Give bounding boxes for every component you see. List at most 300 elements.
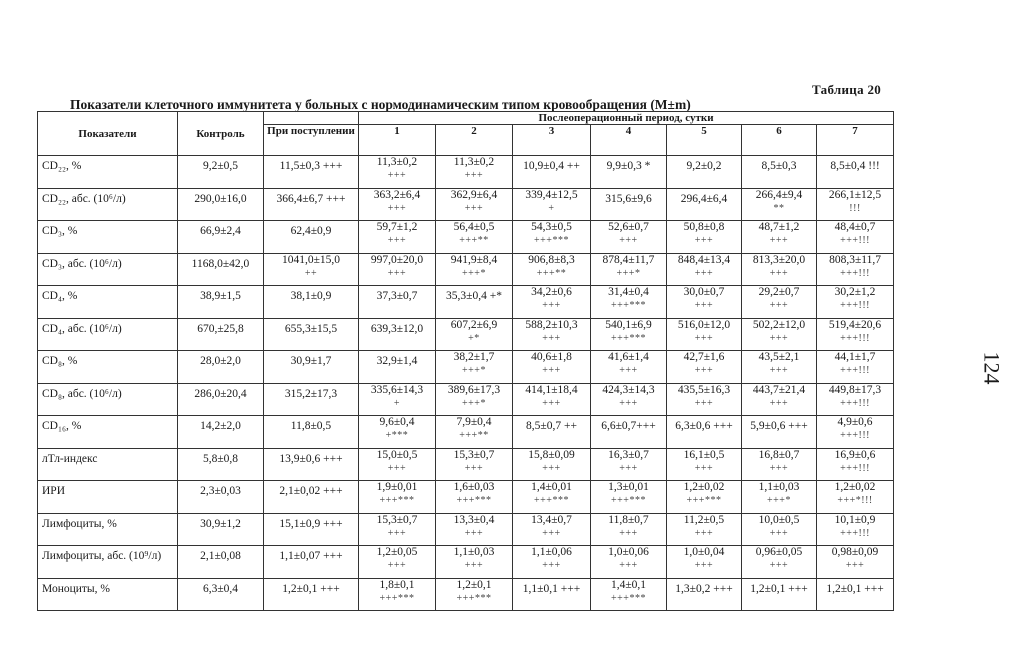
- significance-marks: !!!: [849, 202, 861, 214]
- significance-marks: +++: [769, 332, 789, 344]
- table-cell: [817, 578, 894, 611]
- cell-value: 16,1±0,5: [683, 448, 725, 461]
- table-cell: [513, 156, 591, 189]
- cell-value: 44,1±1,7: [834, 351, 876, 363]
- table-cell: [742, 578, 817, 611]
- table-cell: [817, 513, 894, 546]
- cell-value: 10,9±0,4 ++: [523, 160, 580, 172]
- cell-value: 15,3±0,7: [453, 448, 495, 461]
- header-blank: [264, 112, 359, 125]
- cell-value: 363,2±6,4: [373, 188, 421, 201]
- table-cell: [591, 513, 667, 546]
- cell-value: 7,9±0,4: [456, 416, 492, 428]
- cell-value: 9,9±0,3 *: [606, 160, 651, 172]
- cell-value: 1,1±0,03: [453, 546, 495, 558]
- header-day-1: 1: [359, 125, 436, 156]
- cell-value: 449,8±17,3: [828, 383, 882, 396]
- table-cell: [591, 546, 667, 579]
- significance-marks: **: [773, 202, 785, 214]
- header-postop-period: Послеоперационный период, сутки: [359, 112, 894, 125]
- table-cell: [591, 221, 667, 254]
- significance-marks: +++*: [767, 495, 791, 506]
- cell-value: 1041,0±15,0: [281, 253, 341, 266]
- table-cell: [264, 318, 359, 351]
- significance-marks: +++: [694, 365, 714, 376]
- table-cell: [591, 448, 667, 481]
- table-cell: [742, 546, 817, 579]
- control-value: 38,9±1,5: [178, 286, 264, 319]
- cell-value: 43,5±2,1: [758, 351, 800, 363]
- control-value: 66,9±2,4: [178, 221, 264, 254]
- cell-value: 10,1±0,9: [834, 513, 876, 526]
- significance-marks: +++: [464, 527, 484, 539]
- significance-marks: +++: [619, 397, 638, 409]
- table-cell: [359, 286, 436, 319]
- row-label: CD₈, абс. (10⁶/л): [38, 383, 178, 416]
- table-row: [38, 156, 894, 189]
- significance-marks: +++: [769, 527, 789, 539]
- cell-value: 41,6±1,4: [608, 351, 649, 363]
- control-value: 1168,0±42,0: [178, 253, 264, 286]
- cell-value: 30,0±0,7: [683, 286, 725, 298]
- table-row: [38, 481, 894, 514]
- table-cell: [264, 383, 359, 416]
- significance-marks: +++: [619, 462, 638, 474]
- cell-value: 424,3±14,3: [602, 383, 655, 396]
- cell-value: 0,96±0,05: [755, 546, 803, 558]
- significance-marks: +++: [769, 300, 789, 311]
- table-cell: [817, 221, 894, 254]
- table-cell: [513, 578, 591, 611]
- significance-marks: +++: [542, 365, 561, 376]
- significance-marks: +++***: [611, 495, 646, 506]
- table-cell: [742, 221, 817, 254]
- header-control: Контроль: [178, 112, 264, 156]
- table-row: [38, 318, 894, 351]
- significance-marks: +++: [542, 332, 561, 344]
- table-cell: [667, 253, 742, 286]
- page-number: 124: [979, 351, 1005, 385]
- row-label: ИРИ: [38, 481, 178, 514]
- table-cell: [436, 546, 513, 579]
- table-row: [38, 286, 894, 319]
- significance-marks: +++*!!!: [837, 495, 873, 506]
- cell-value: 31,4±0,4: [608, 286, 649, 298]
- significance-marks: +++**: [459, 235, 489, 246]
- significance-marks: +++: [694, 267, 714, 279]
- table-cell: [817, 481, 894, 514]
- table-cell: [817, 188, 894, 221]
- significance-marks: +++***: [611, 300, 646, 311]
- table-cell: [742, 286, 817, 319]
- header-day-3: 3: [513, 125, 591, 156]
- table-cell: [591, 416, 667, 449]
- header-day-2: 2: [436, 125, 513, 156]
- cell-value: 32,9±1,4: [376, 355, 418, 367]
- cell-value: 639,3±12,0: [370, 322, 424, 335]
- significance-marks: +++: [542, 462, 561, 474]
- table-row: [38, 546, 894, 579]
- cell-value: 1,2±0,05: [376, 546, 418, 558]
- cell-value: 11,5±0,3 +++: [279, 160, 343, 172]
- table-row: [38, 383, 894, 416]
- cell-value: 997,0±20,0: [370, 253, 424, 266]
- control-value: 5,8±0,8: [178, 448, 264, 481]
- table-cell: [667, 188, 742, 221]
- header-day-7: 7: [817, 125, 894, 156]
- table-cell: [436, 481, 513, 514]
- table-cell: [591, 318, 667, 351]
- table-cell: [359, 188, 436, 221]
- significance-marks: +++: [619, 235, 638, 246]
- control-value: 670,±25,8: [178, 318, 264, 351]
- table-cell: [264, 351, 359, 384]
- table-cell: [591, 578, 667, 611]
- significance-marks: +++: [694, 300, 714, 311]
- table-cell: [513, 416, 591, 449]
- table-cell: [591, 286, 667, 319]
- cell-value: 6,3±0,6 +++: [675, 420, 733, 432]
- significance-marks: +++!!!: [840, 332, 870, 344]
- table-cell: [817, 448, 894, 481]
- row-label: CD₈, %: [38, 351, 178, 384]
- cell-value: 6,6±0,7+++: [601, 420, 656, 432]
- significance-marks: +++: [619, 365, 638, 376]
- significance-marks: +: [548, 202, 555, 214]
- table-cell: [359, 578, 436, 611]
- row-label: CD₄, абс. (10⁶/л): [38, 318, 178, 351]
- cell-value: 50,8±0,8: [683, 221, 725, 233]
- table-cell: [742, 416, 817, 449]
- table-cell: [513, 253, 591, 286]
- cell-value: 315,6±9,6: [605, 192, 652, 205]
- cell-value: 1,6±0,03: [453, 481, 495, 493]
- table-row: [38, 351, 894, 384]
- row-label: Лимфоциты, абс. (10⁹/л): [38, 546, 178, 579]
- header-day-4: 4: [591, 125, 667, 156]
- cell-value: 15,0±0,5: [376, 448, 418, 461]
- significance-marks: +++**: [536, 267, 567, 279]
- cell-value: 56,4±0,5: [453, 221, 495, 233]
- cell-value: 48,7±1,2: [758, 221, 800, 233]
- cell-value: 8,5±0,4 !!!: [830, 160, 880, 172]
- cell-value: 339,4±12,5: [525, 188, 578, 201]
- table-cell: [359, 481, 436, 514]
- significance-marks: +++!!!: [840, 397, 870, 409]
- cell-value: 13,3±0,4: [453, 513, 495, 526]
- cell-value: 296,4±6,4: [680, 192, 728, 205]
- significance-marks: +++: [694, 527, 714, 539]
- significance-marks: +++: [464, 462, 484, 474]
- significance-marks: ++: [304, 267, 318, 279]
- cell-value: 62,4±0,9: [290, 225, 332, 237]
- cell-value: 443,7±21,4: [752, 383, 806, 396]
- cell-value: 34,2±0,6: [531, 286, 572, 298]
- row-label: CD₄, %: [38, 286, 178, 319]
- cell-value: 1,2±0,1 +++: [750, 582, 808, 595]
- significance-marks: +++!!!: [840, 267, 870, 279]
- cell-value: 366,4±6,7 +++: [276, 192, 346, 205]
- table-cell: [817, 156, 894, 189]
- significance-marks: +++: [542, 300, 561, 311]
- table-cell: [359, 513, 436, 546]
- control-value: 14,2±2,0: [178, 416, 264, 449]
- table-cell: [264, 286, 359, 319]
- row-label: CD₁₆, %: [38, 416, 178, 449]
- significance-marks: +++***: [534, 235, 569, 246]
- table-cell: [436, 253, 513, 286]
- table-cell: [359, 383, 436, 416]
- significance-marks: +++: [694, 462, 714, 474]
- table-cell: [359, 156, 436, 189]
- significance-marks: +++***: [534, 495, 569, 506]
- cell-value: 335,6±14,3: [370, 383, 424, 396]
- cell-value: 13,9±0,6 +++: [279, 452, 343, 465]
- table-cell: [742, 481, 817, 514]
- cell-value: 30,2±1,2: [834, 286, 876, 298]
- cell-value: 38,2±1,7: [453, 351, 495, 363]
- cell-value: 11,3±0,2: [376, 156, 418, 168]
- cell-value: 59,7±1,2: [376, 221, 418, 233]
- significance-marks: +++!!!: [840, 430, 870, 441]
- cell-value: 16,8±0,7: [758, 448, 800, 461]
- table-cell: [436, 318, 513, 351]
- table-cell: [591, 351, 667, 384]
- significance-marks: +++*: [616, 267, 641, 279]
- table-row: [38, 253, 894, 286]
- cell-value: 54,3±0,5: [531, 221, 572, 233]
- table-cell: [667, 578, 742, 611]
- cell-value: 266,1±12,5: [828, 188, 882, 201]
- cell-value: 16,9±0,6: [834, 448, 876, 461]
- significance-marks: +++***: [686, 495, 722, 506]
- cell-value: 30,9±1,7: [290, 355, 332, 367]
- cell-value: 37,3±0,7: [376, 290, 418, 302]
- row-label: CD₂₂, абс. (10⁶/л): [38, 188, 178, 221]
- cell-value: 266,4±9,4: [755, 188, 803, 201]
- significance-marks: +++: [464, 170, 484, 181]
- significance-marks: +++***: [379, 592, 415, 604]
- header-indicators: Показатели: [38, 112, 178, 156]
- cell-value: 1,8±0,1: [379, 578, 415, 591]
- table-cell: [359, 448, 436, 481]
- cell-value: 813,3±20,0: [752, 253, 806, 266]
- table-cell: [359, 318, 436, 351]
- table-cell: [264, 156, 359, 189]
- cell-value: 502,2±12,0: [752, 318, 806, 331]
- significance-marks: +++: [542, 397, 561, 409]
- table-cell: [436, 448, 513, 481]
- row-label: CD₂₂, %: [38, 156, 178, 189]
- table-row: [38, 578, 894, 611]
- significance-marks: +++!!!: [840, 365, 870, 376]
- cell-value: 8,5±0,7 ++: [526, 420, 577, 432]
- table-row: [38, 221, 894, 254]
- row-label: CD₃, абс. (10⁶/л): [38, 253, 178, 286]
- cell-value: 48,4±0,7: [834, 221, 876, 233]
- cell-value: 1,4±0,01: [531, 481, 572, 493]
- table-cell: [742, 318, 817, 351]
- cell-value: 1,2±0,1 +++: [282, 582, 340, 595]
- cell-value: 40,6±1,8: [531, 351, 572, 363]
- control-value: 286,0±20,4: [178, 383, 264, 416]
- table-cell: [817, 318, 894, 351]
- table-cell: [667, 383, 742, 416]
- table-cell: [513, 351, 591, 384]
- table-cell: [591, 253, 667, 286]
- control-value: 6,3±0,4: [178, 578, 264, 611]
- table-cell: [667, 448, 742, 481]
- table-cell: [264, 448, 359, 481]
- table-cell: [264, 513, 359, 546]
- cell-value: 11,3±0,2: [453, 156, 495, 168]
- cell-value: 16,3±0,7: [608, 448, 649, 461]
- table-cell: [742, 253, 817, 286]
- cell-value: 1,0±0,06: [608, 546, 649, 558]
- cell-value: 607,2±6,9: [450, 318, 498, 331]
- cell-value: 655,3±15,5: [284, 322, 338, 335]
- table-row: [38, 416, 894, 449]
- cell-value: 519,4±20,6: [828, 318, 882, 331]
- cell-value: 1,4±0,1: [610, 578, 647, 591]
- significance-marks: +++: [769, 397, 789, 409]
- table-row: [38, 513, 894, 546]
- cell-value: 11,8±0,5: [290, 420, 332, 432]
- cell-value: 11,2±0,5: [683, 513, 725, 526]
- significance-marks: +++***: [611, 332, 646, 344]
- significance-marks: +++!!!: [840, 235, 870, 246]
- significance-marks: +++: [387, 202, 407, 214]
- significance-marks: +++: [769, 235, 789, 246]
- significance-marks: +++!!!: [840, 462, 870, 474]
- table-cell: [667, 221, 742, 254]
- significance-marks: +++: [619, 527, 638, 539]
- control-value: 2,3±0,03: [178, 481, 264, 514]
- control-value: 9,2±0,5: [178, 156, 264, 189]
- significance-marks: +++: [464, 202, 484, 214]
- table-cell: [591, 188, 667, 221]
- table-cell: [264, 188, 359, 221]
- control-value: 290,0±16,0: [178, 188, 264, 221]
- significance-marks: +++: [694, 332, 714, 344]
- cell-value: 414,1±18,4: [525, 383, 578, 396]
- table-cell: [359, 416, 436, 449]
- significance-marks: +++*: [462, 365, 486, 376]
- table-cell: [817, 546, 894, 579]
- cell-value: 1,3±0,2 +++: [675, 582, 733, 595]
- cell-value: 1,3±0,01: [608, 481, 649, 493]
- cell-value: 42,7±1,6: [683, 351, 725, 363]
- cell-value: 808,3±11,7: [829, 253, 881, 266]
- cell-value: 941,9±8,4: [450, 253, 498, 266]
- table-cell: [436, 351, 513, 384]
- significance-marks: +++*: [462, 267, 486, 279]
- significance-marks: +++: [387, 560, 407, 571]
- table-cell: [513, 513, 591, 546]
- cell-value: 1,1±0,07 +++: [279, 550, 343, 562]
- cell-value: 38,1±0,9: [290, 290, 332, 302]
- table-cell: [817, 253, 894, 286]
- significance-marks: +++*: [462, 397, 486, 409]
- significance-marks: +++: [464, 560, 484, 571]
- table-cell: [742, 351, 817, 384]
- table-cell: [817, 416, 894, 449]
- table-cell: [667, 351, 742, 384]
- significance-marks: +++: [694, 560, 714, 571]
- cell-value: 10,0±0,5: [758, 513, 800, 526]
- table-number: Таблица 20: [812, 82, 882, 97]
- cell-value: 5,9±0,6 +++: [750, 420, 808, 432]
- cell-value: 9,6±0,4: [379, 416, 415, 428]
- row-label: Лимфоциты, %: [38, 513, 178, 546]
- table-cell: [667, 286, 742, 319]
- table-title: Показатели клеточного иммунитета у больных с нормодинамическим типом кровообращения (M±m): [70, 97, 691, 112]
- table-cell: [264, 416, 359, 449]
- cell-value: 1,1±0,03: [758, 481, 800, 493]
- table-cell: [513, 546, 591, 579]
- cell-value: 15,8±0,09: [528, 448, 575, 461]
- table-cell: [667, 481, 742, 514]
- significance-marks: +++: [769, 560, 789, 571]
- header-day-6: 6: [742, 125, 817, 156]
- cell-value: 15,1±0,9 +++: [279, 517, 343, 530]
- table-cell: [667, 318, 742, 351]
- significance-marks: +++: [769, 462, 789, 474]
- cell-value: 906,8±8,3: [528, 253, 575, 266]
- cell-value: 435,5±16,3: [677, 383, 731, 396]
- table-cell: [667, 156, 742, 189]
- header-admission: При поступлении: [264, 125, 359, 156]
- table-cell: [436, 221, 513, 254]
- cell-value: 8,5±0,3: [761, 160, 797, 172]
- cell-value: 1,1±0,1 +++: [522, 582, 581, 595]
- table-cell: [591, 383, 667, 416]
- significance-marks: +++: [694, 397, 714, 409]
- significance-marks: +: [393, 397, 401, 409]
- significance-marks: +*: [468, 332, 480, 344]
- table-cell: [513, 448, 591, 481]
- table-cell: [436, 578, 513, 611]
- table-cell: [742, 448, 817, 481]
- table-row: [38, 188, 894, 221]
- cell-value: 878,4±11,7: [602, 253, 655, 266]
- control-value: 28,0±2,0: [178, 351, 264, 384]
- table-cell: [513, 481, 591, 514]
- cell-value: 1,2±0,1 +++: [826, 582, 884, 595]
- table-cell: [359, 351, 436, 384]
- cell-value: 362,9±6,4: [450, 188, 498, 201]
- cell-value: 315,2±17,3: [284, 387, 338, 400]
- table-cell: [817, 286, 894, 319]
- cell-value: 1,0±0,04: [683, 546, 725, 558]
- cell-value: 2,1±0,02 +++: [279, 485, 343, 497]
- table-cell: [436, 286, 513, 319]
- significance-marks: +++**: [459, 430, 489, 441]
- cell-value: 1,2±0,02: [834, 481, 876, 493]
- table-cell: [436, 383, 513, 416]
- significance-marks: +++: [769, 267, 789, 279]
- table-cell: [264, 578, 359, 611]
- cell-value: 540,1±6,9: [605, 318, 652, 331]
- significance-marks: +++: [619, 560, 638, 571]
- header-day-5: 5: [667, 125, 742, 156]
- significance-marks: +++: [845, 560, 865, 571]
- immunity-table: [37, 111, 894, 611]
- table-cell: [359, 546, 436, 579]
- cell-value: 15,3±0,7: [376, 513, 418, 526]
- significance-marks: +++: [387, 527, 407, 539]
- table-cell: [264, 253, 359, 286]
